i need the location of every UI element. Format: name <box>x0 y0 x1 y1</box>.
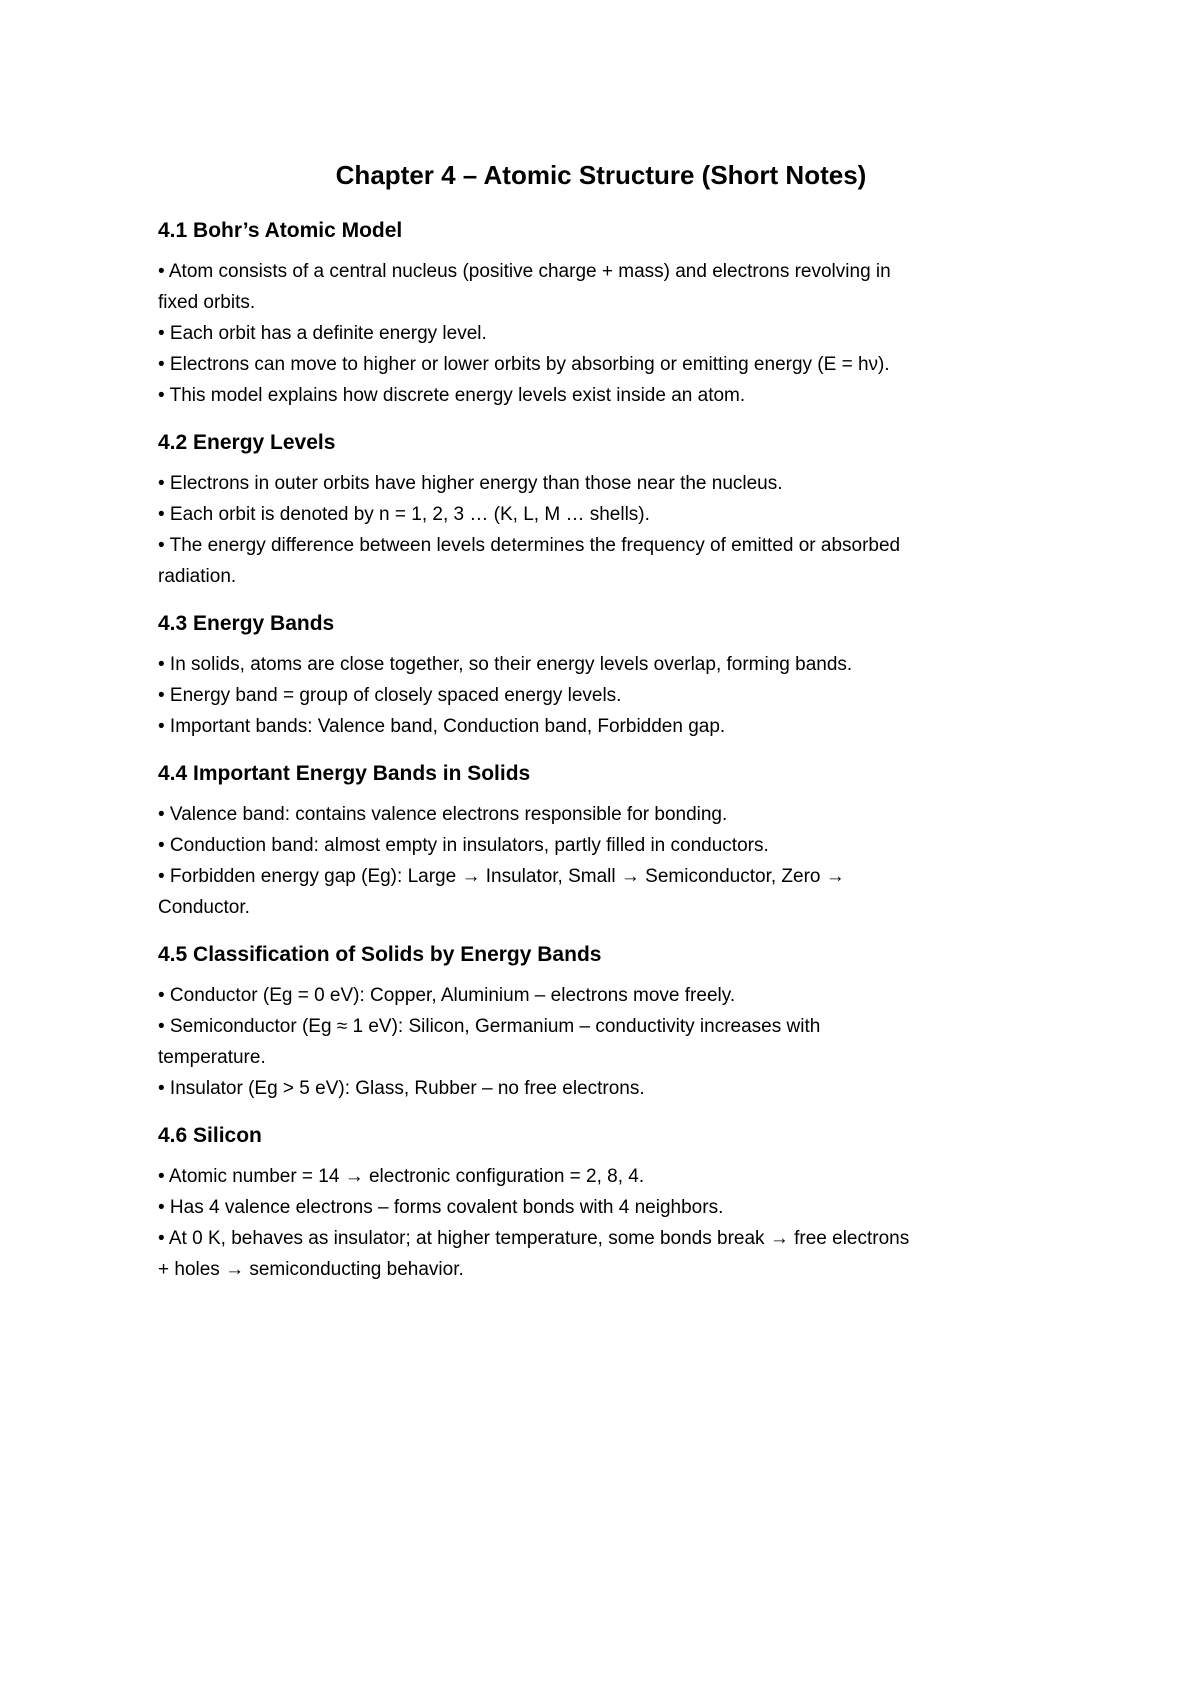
bullet-line: • Each orbit has a definite energy level. <box>158 323 487 344</box>
document-body <box>158 158 1048 1303</box>
bullet-line: • Conduction band: almost empty in insulators, partly filled in conductors. <box>158 835 769 856</box>
section-silicon <box>158 1122 1048 1285</box>
bullet-line: • At 0 K, behaves as insulator; at higher temperature, some bonds break → free electrons <box>158 1228 910 1249</box>
bullet-line: • Semiconductor (Eg ≈ 1 eV): Silicon, Germanium – conductivity increases with <box>158 1016 821 1037</box>
section-energy-bands <box>158 610 1048 742</box>
document-title: Chapter 4 – Atomic Structure (Short Notes) <box>335 160 867 190</box>
bullet-line: • Electrons can move to higher or lower orbits by absorbing or emitting energy (E = hν). <box>158 354 890 375</box>
bullet-line: • Atom consists of a central nucleus (positive charge + mass) and electrons revolving in <box>158 261 891 282</box>
section-heading: 4.2 Energy Levels <box>158 431 336 454</box>
section-heading: 4.1 Bohr’s Atomic Model <box>158 219 403 242</box>
bullet-line: • Has 4 valence electrons – forms covalent bonds with 4 neighbors. <box>158 1197 724 1218</box>
bullet-line: • Atomic number = 14 → electronic configuration = 2, 8, 4. <box>158 1166 645 1187</box>
section-heading: 4.4 Important Energy Bands in Solids <box>158 762 531 785</box>
bullet-line: Conductor. <box>158 897 250 918</box>
bullet-line: • This model explains how discrete energy levels exist inside an atom. <box>158 385 746 406</box>
bullet-line: • In solids, atoms are close together, so their energy levels overlap, forming bands. <box>158 654 853 675</box>
bullet-line: • The energy difference between levels determines the frequency of emitted or absorbed <box>158 535 901 556</box>
section-heading: 4.5 Classification of Solids by Energy Bands <box>158 943 602 966</box>
bullet-line: • Valence band: contains valence electrons responsible for bonding. <box>158 804 728 825</box>
bullet-line: • Forbidden energy gap (Eg): Large → Insulator, Small → Semiconductor, Zero → <box>158 866 845 887</box>
section-heading: 4.3 Energy Bands <box>158 612 335 635</box>
section-energy-levels <box>158 429 1048 592</box>
bullet-line: + holes → semiconducting behavior. <box>158 1259 464 1280</box>
bullet-line: • Each orbit is denoted by n = 1, 2, 3 … (K, L, M … shells). <box>158 504 650 525</box>
bullet-line: fixed orbits. <box>158 292 256 313</box>
bullet-line: • Electrons in outer orbits have higher energy than those near the nucleus. <box>158 473 783 494</box>
section-heading: 4.6 Silicon <box>158 1124 262 1147</box>
bullet-line: • Energy band = group of closely spaced energy levels. <box>158 685 622 706</box>
bullet-line: radiation. <box>158 566 237 587</box>
section-classification-of-solids <box>158 941 1048 1104</box>
bullet-line: • Insulator (Eg > 5 eV): Glass, Rubber – no free electrons. <box>158 1078 645 1099</box>
section-important-energy-bands <box>158 760 1048 923</box>
section-bohr-atomic-model <box>158 217 1048 411</box>
bullet-line: • Conductor (Eg = 0 eV): Copper, Aluminium – electrons move freely. <box>158 985 736 1006</box>
bullet-line: temperature. <box>158 1047 266 1068</box>
bullet-line: • Important bands: Valence band, Conduction band, Forbidden gap. <box>158 716 726 737</box>
